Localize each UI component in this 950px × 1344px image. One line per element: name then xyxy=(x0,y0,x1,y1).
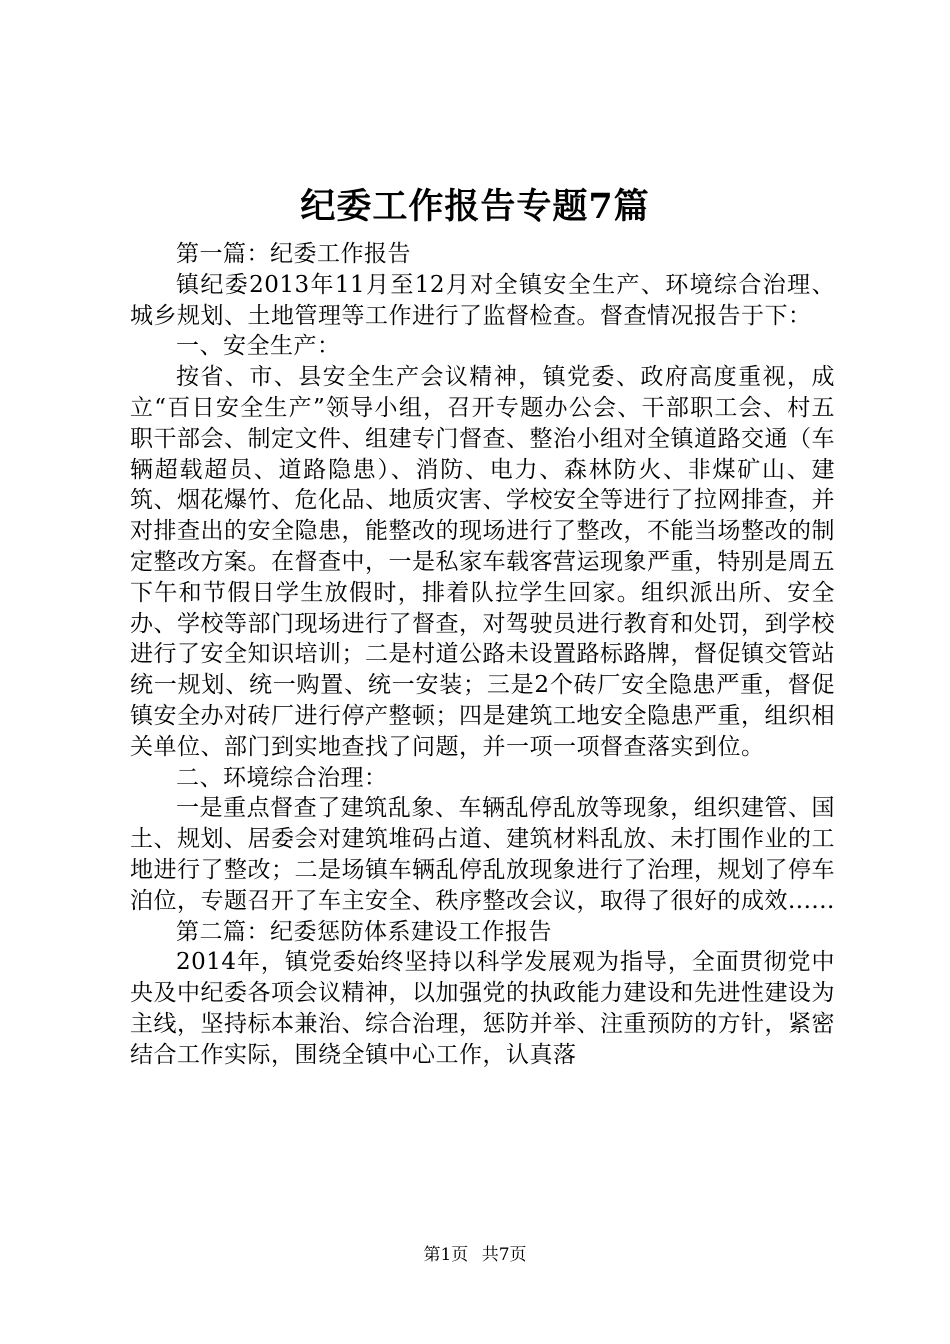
page-footer xyxy=(0,1243,950,1267)
page-number: 第1页 xyxy=(423,1245,469,1265)
body-paragraph: 2014年，镇党委始终坚持以科学发展观为指导，全面贯彻党中央及中纪委各项会议精神，以加强党的执政能力建设和先进性建设为主线，坚持标本兼治、综合治理，惩防并举、注重预防的方针，紧密结合工作实际，围绕全镇中心工作，认真落 xyxy=(130,949,835,1068)
subsection-heading: 二、环境综合治理： xyxy=(176,764,388,791)
subsection-heading: 一、安全生产： xyxy=(176,333,341,360)
body-paragraph: 一是重点督查了建筑乱象、车辆乱停乱放等现象，组织建管、国土、规划、居委会对建筑堆码占道、建筑材料乱放、未打围作业的工地进行了整改；二是场镇车辆乱停乱放现象进行了治理，规划了停车泊位，专题召开了车主安全、秩序整改会议，取得了很好的成效...... xyxy=(130,795,835,914)
section-heading-2: 第二篇：纪委惩防体系建设工作报告 xyxy=(176,918,552,945)
document-title: 纪委工作报告专题7篇 xyxy=(300,186,650,227)
body-paragraph: 按省、市、县安全生产会议精神，镇党委、政府高度重视，成立“百日安全生产”领导小组，召开专题办公会、干部职工会、村五职干部会、制定文件、组建专门督查、整治小组对全镇道路交通（车辆超载超员、道路隐患）、消防、电力、森林防火、非煤矿山、建筑、烟花爆竹、危化品、地质灾害、学校安全等进行了拉网排查，并对排查出的安全隐患，能整改的现场进行了整改，不能当场整改的制定整改方案。在督查中，一是私家车载客营运现象严重，特别是周五下午和节假日学生放假时，排着队拉学生回家。组织派出所、安全办、学校等部门现场进行了督查，对驾驶员进行教育和处罚，到学校进行了安全知识培训；二是村道公路未设置路标路牌，督促镇交管站统一规划、统一购置、统一安装；三是2个砖厂安全隐患严重，督促镇安全办对砖厂进行停产整顿；四是建筑工地安全隐患严重，组织相关单位、部门到实地查找了问题，并一项一项督查落实到位。 xyxy=(130,364,835,760)
body-paragraph: 镇纪委2013年11月至12月对全镇安全生产、环境综合治理、城乡规划、土地管理等工作进行了监督检查。督查情况报告于下： xyxy=(130,271,835,329)
section-heading-1: 第一篇：纪委工作报告 xyxy=(176,241,411,267)
page-total: 共7页 xyxy=(481,1245,527,1265)
document-body xyxy=(130,239,835,1071)
